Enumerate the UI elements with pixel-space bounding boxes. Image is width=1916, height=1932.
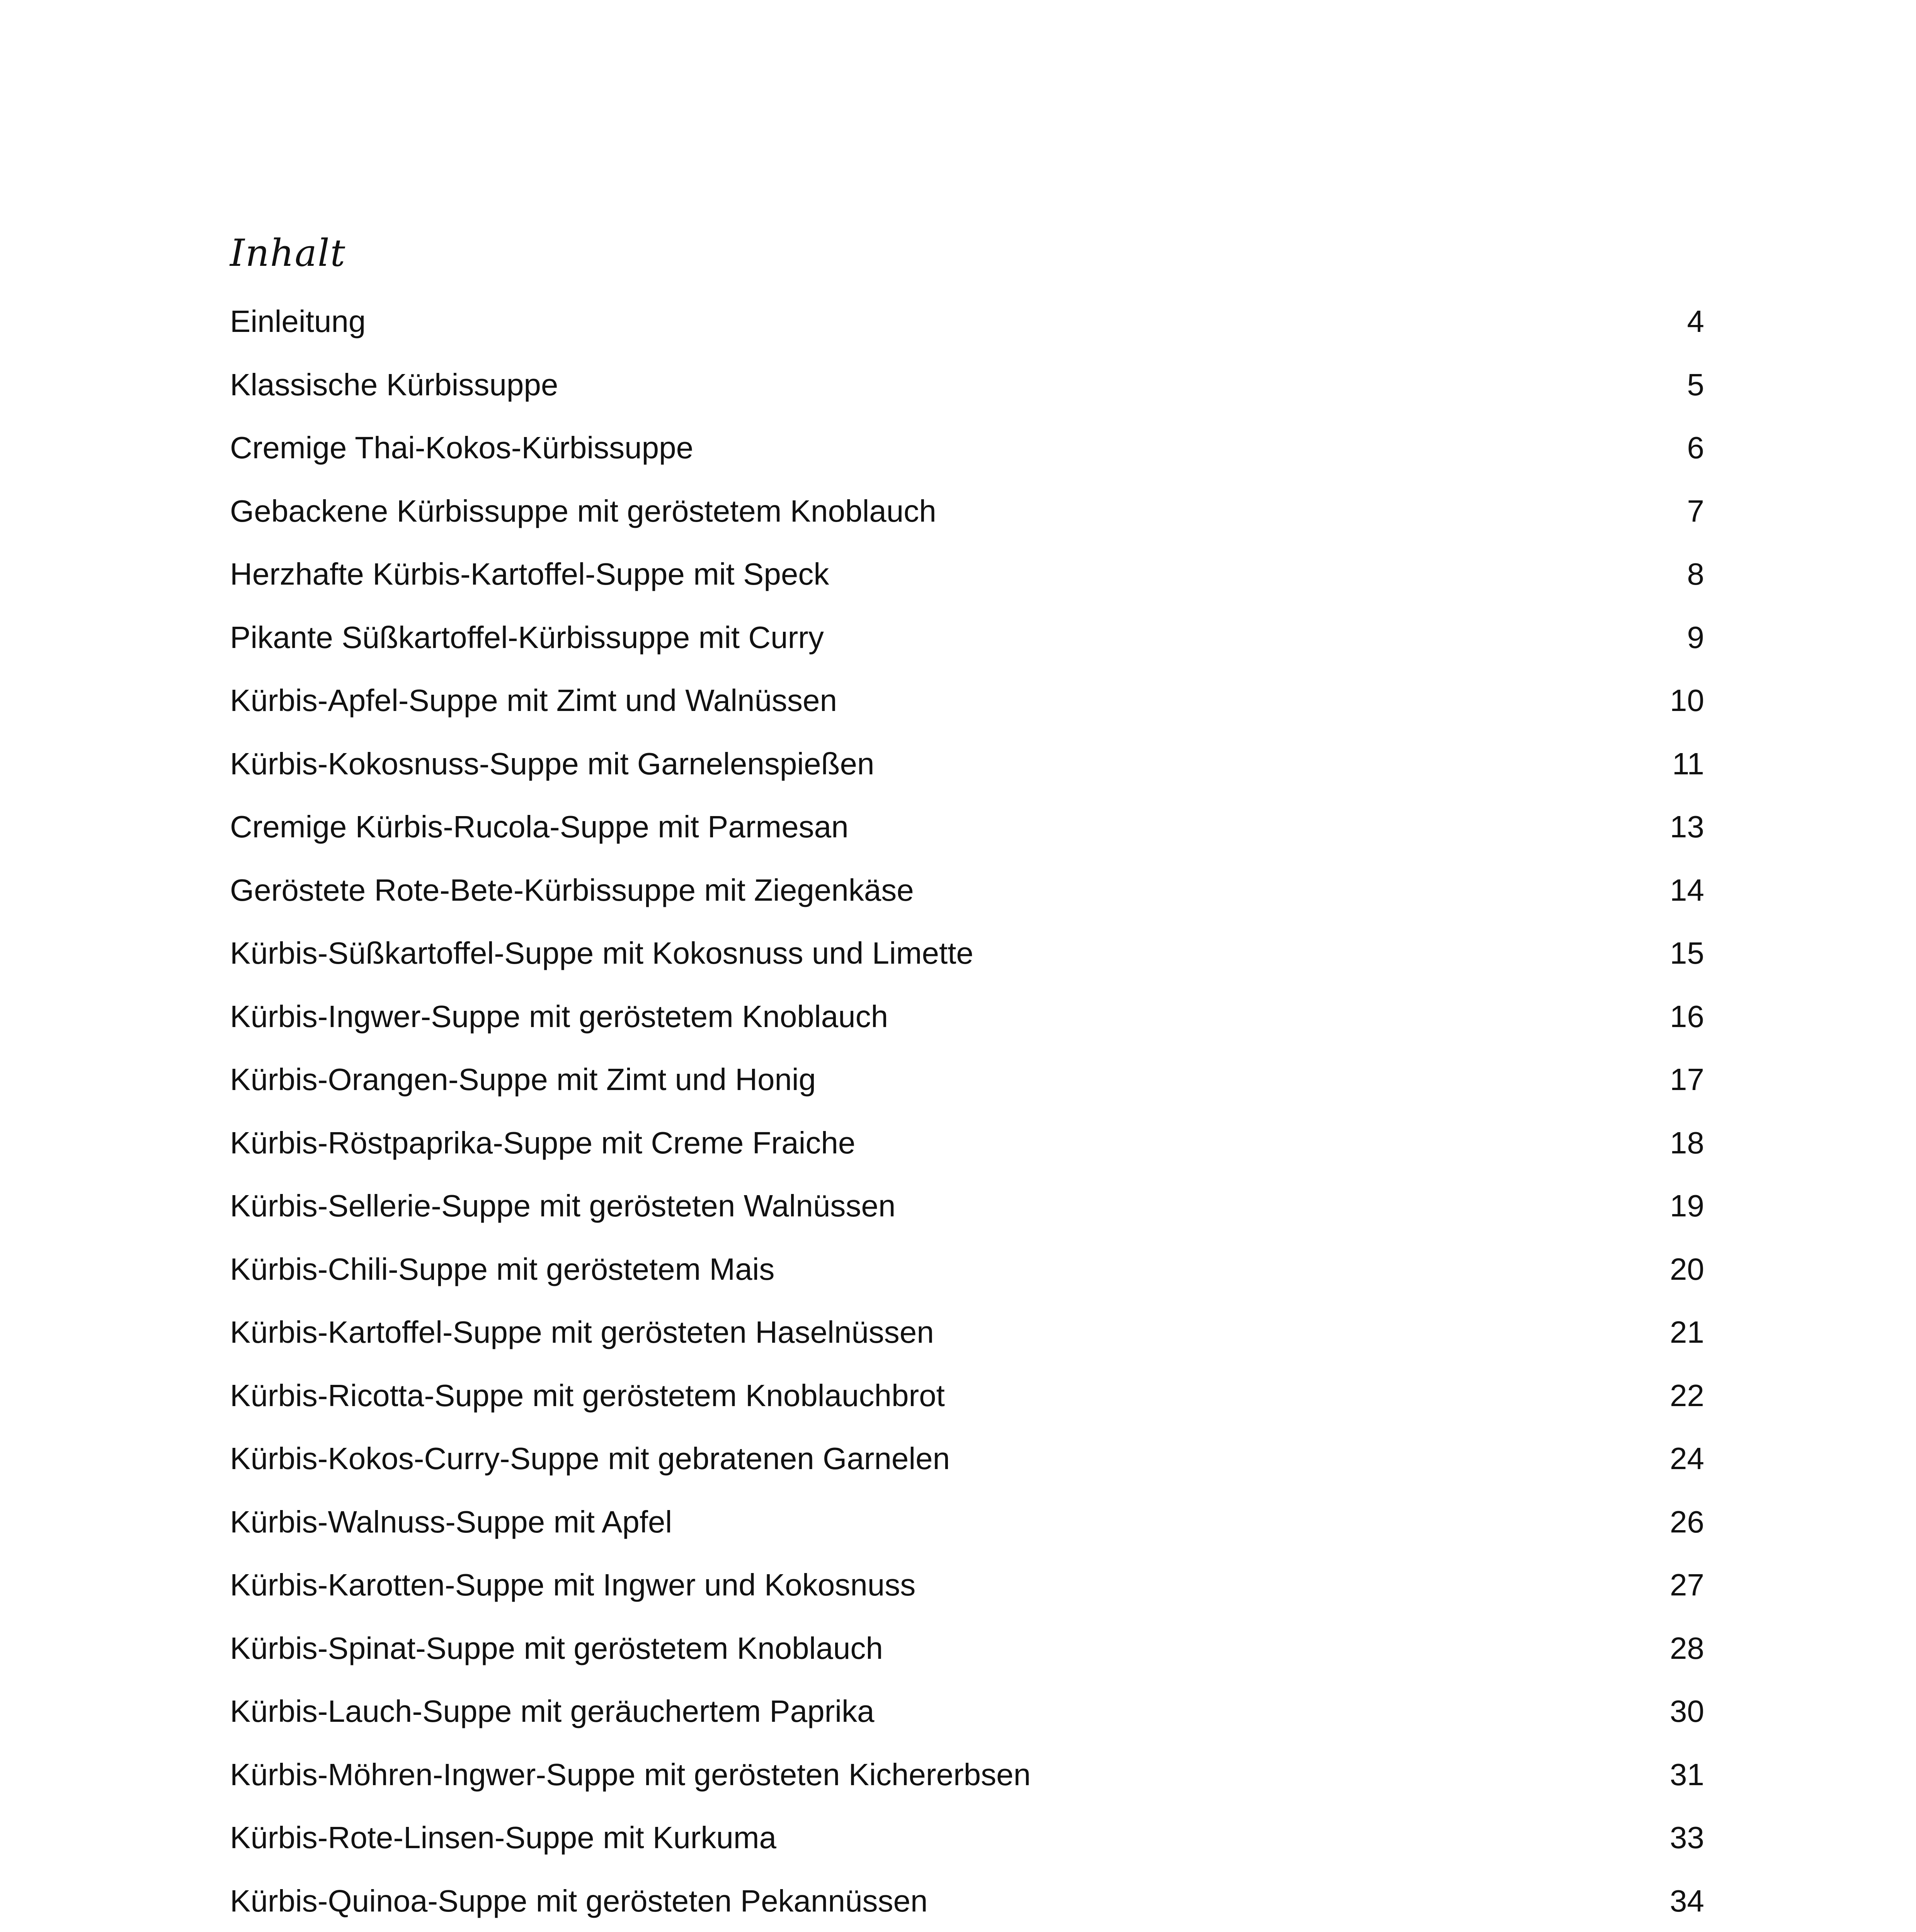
toc-entry-page-number: 24 (1670, 1441, 1704, 1476)
toc-entry-title[interactable]: Kürbis-Spinat-Suppe mit geröstetem Knoblauch (230, 1631, 883, 1665)
toc-entry-page-number: 18 (1670, 1125, 1704, 1160)
toc-entry-title[interactable]: Kürbis-Kokos-Curry-Suppe mit gebratenen Garnelen (230, 1441, 950, 1476)
toc-entry-page-number: 5 (1687, 367, 1704, 402)
toc-entry[interactable] (230, 1743, 1704, 1806)
toc-entry-title[interactable]: Herzhafte Kürbis-Kartoffel-Suppe mit Speck (230, 557, 829, 591)
toc-entry-page-number: 22 (1670, 1378, 1704, 1413)
toc-entry-title[interactable]: Kürbis-Orangen-Suppe mit Zimt und Honig (230, 1062, 816, 1097)
toc-entry-title[interactable]: Kürbis-Rote-Linsen-Suppe mit Kurkuma (230, 1820, 776, 1855)
toc-entry[interactable] (230, 416, 1704, 480)
toc-entry[interactable] (230, 1111, 1704, 1175)
toc-entry-title[interactable]: Kürbis-Sellerie-Suppe mit gerösteten Walnüssen (230, 1189, 896, 1223)
toc-entry[interactable] (230, 795, 1704, 859)
toc-entry-title[interactable]: Gebackene Kürbissuppe mit geröstetem Knoblauch (230, 493, 936, 528)
toc-entry-title[interactable]: Kürbis-Karotten-Suppe mit Ingwer und Kokosnuss (230, 1568, 916, 1602)
toc-entry-page-number: 10 (1670, 683, 1704, 718)
toc-entry-page-number: 13 (1670, 810, 1704, 844)
toc-entry-page-number: 21 (1670, 1315, 1704, 1349)
toc-entry-title[interactable]: Pikante Süßkartoffel-Kürbissuppe mit Curry (230, 620, 824, 655)
toc-entry-page-number: 17 (1670, 1062, 1704, 1097)
toc-entry[interactable] (230, 543, 1704, 606)
toc-entry-title[interactable]: Kürbis-Süßkartoffel-Suppe mit Kokosnuss und Limette (230, 936, 973, 970)
toc-entry-page-number: 31 (1670, 1757, 1704, 1792)
toc-entry-page-number: 15 (1670, 936, 1704, 970)
toc-entry[interactable] (230, 1806, 1704, 1869)
toc-entry-title[interactable]: Kürbis-Quinoa-Suppe mit gerösteten Pekannüssen (230, 1883, 928, 1918)
toc-entry-title[interactable]: Cremige Thai-Kokos-Kürbissuppe (230, 430, 694, 465)
toc-entry[interactable] (230, 922, 1704, 985)
toc-entry-title[interactable]: Kürbis-Apfel-Suppe mit Zimt und Walnüssen (230, 683, 837, 718)
toc-entry[interactable] (230, 353, 1704, 417)
toc-entry-page-number: 30 (1670, 1694, 1704, 1728)
toc-entry[interactable] (230, 985, 1704, 1048)
toc-entry-page-number: 27 (1670, 1568, 1704, 1602)
toc-entry[interactable] (230, 1427, 1704, 1490)
toc-entry-title[interactable]: Kürbis-Röstpaprika-Suppe mit Creme Fraiche (230, 1125, 856, 1160)
table-of-contents (230, 224, 1704, 1932)
toc-heading: Inhalt (230, 231, 346, 275)
toc-entry[interactable] (230, 1048, 1704, 1111)
toc-entry[interactable] (230, 290, 1704, 353)
toc-entry[interactable] (230, 1238, 1704, 1301)
toc-entry-title[interactable]: Kürbis-Möhren-Ingwer-Suppe mit gerösteten Kichererbsen (230, 1757, 1031, 1792)
toc-entry[interactable] (230, 480, 1704, 543)
toc-entry-title[interactable]: Kürbis-Ingwer-Suppe mit geröstetem Knoblauch (230, 999, 888, 1034)
toc-entry-page-number: 20 (1670, 1252, 1704, 1286)
toc-entry-page-number: 26 (1670, 1504, 1704, 1539)
toc-entry-title[interactable]: Kürbis-Walnuss-Suppe mit Apfel (230, 1504, 672, 1539)
toc-entry-title[interactable]: Kürbis-Lauch-Suppe mit geräuchertem Paprika (230, 1694, 875, 1728)
toc-entry-title[interactable]: Cremige Kürbis-Rucola-Suppe mit Parmesan (230, 810, 849, 844)
toc-entry[interactable] (230, 1490, 1704, 1554)
toc-entry[interactable] (230, 1364, 1704, 1427)
toc-entry-title[interactable]: Kürbis-Chili-Suppe mit geröstetem Mais (230, 1252, 775, 1286)
toc-entry-page-number: 8 (1687, 557, 1704, 591)
toc-entry[interactable] (230, 1869, 1704, 1932)
toc-entry[interactable] (230, 1553, 1704, 1617)
toc-entry-title[interactable]: Kürbis-Kokosnuss-Suppe mit Garnelenspießen (230, 746, 875, 781)
toc-entry-page-number: 7 (1687, 493, 1704, 528)
toc-entry[interactable] (230, 859, 1704, 922)
toc-entry-page-number: 34 (1670, 1883, 1704, 1918)
toc-entry-title[interactable]: Kürbis-Ricotta-Suppe mit geröstetem Knoblauchbrot (230, 1378, 945, 1413)
toc-entry-page-number: 6 (1687, 430, 1704, 465)
toc-entry-page-number: 28 (1670, 1631, 1704, 1665)
toc-entry[interactable] (230, 1174, 1704, 1238)
toc-entry-page-number: 33 (1670, 1820, 1704, 1855)
toc-entry[interactable] (230, 1301, 1704, 1364)
toc-entry-page-number: 14 (1670, 872, 1704, 907)
toc-entry-page-number: 11 (1672, 746, 1704, 781)
toc-entry-title[interactable]: Geröstete Rote-Bete-Kürbissuppe mit Ziegenkäse (230, 872, 914, 907)
toc-entry[interactable] (230, 732, 1704, 796)
toc-entry-page-number: 19 (1670, 1189, 1704, 1223)
toc-entry-title[interactable]: Einleitung (230, 304, 366, 338)
toc-entry-list (230, 290, 1704, 1932)
toc-entry-page-number: 9 (1687, 620, 1704, 655)
toc-entry-page-number: 4 (1687, 304, 1704, 338)
toc-entry[interactable] (230, 606, 1704, 669)
toc-entry-page-number: 16 (1670, 999, 1704, 1034)
toc-entry[interactable] (230, 1617, 1704, 1680)
toc-entry[interactable] (230, 1680, 1704, 1743)
toc-entry-title[interactable]: Kürbis-Kartoffel-Suppe mit gerösteten Haselnüssen (230, 1315, 934, 1349)
toc-entry-title[interactable]: Klassische Kürbissuppe (230, 367, 558, 402)
toc-entry[interactable] (230, 669, 1704, 732)
